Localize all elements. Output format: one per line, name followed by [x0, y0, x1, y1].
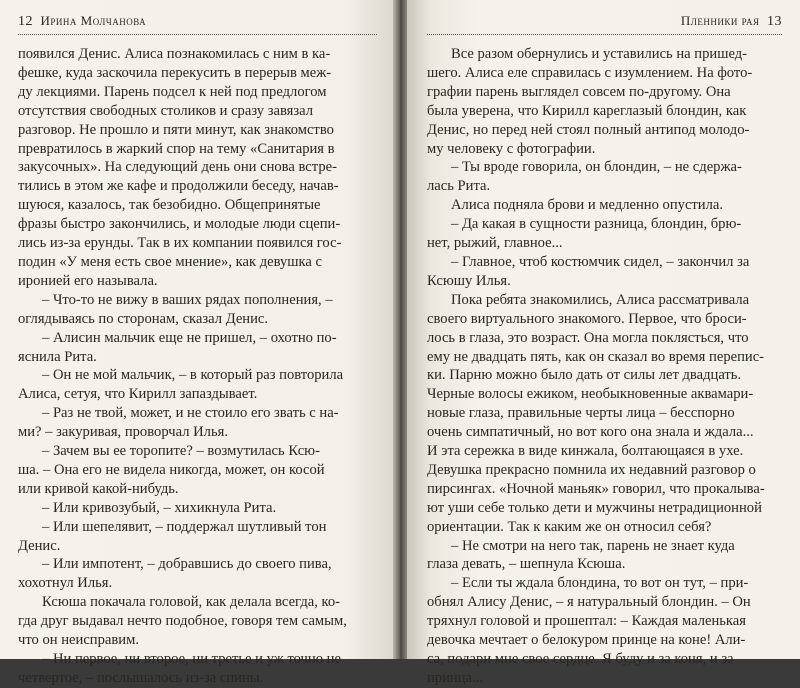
right-running-head: Пленники рая [680, 13, 760, 28]
text-line: – Или импотент, – добравшись до своего пива, [42, 556, 332, 573]
text-line: оглядываясь по сторонам, сказал Денис. [18, 310, 269, 327]
text-line: Девушка прекрасно помнила их недавний разговор о [427, 461, 756, 478]
text-line: ют уши себе только дети и мужчины нетрадиционной [427, 499, 762, 516]
left-page-text [18, 45, 377, 688]
text-line: превратилось в жаркий спор на тему «Санитария в [18, 140, 335, 157]
text-line: четвертое, – послышалось из-за спины. [18, 669, 264, 686]
text-line: появился Денис. Алиса познакомилась с ним в ка- [18, 46, 331, 62]
left-page-number: 12 [18, 14, 33, 29]
text-line: – Не смотри на него так, парень не знает куда [451, 537, 735, 554]
text-line: Алиса подняла брови и медленно опустила. [451, 197, 724, 214]
text-line: – Или шепелявит, – поддержал шутливый тон [42, 518, 327, 535]
right-page-header [427, 12, 782, 35]
text-line: лись из-за ерунды. Так в их компании появился гос- [18, 235, 342, 252]
text-line: ориентации. Так к каким же он относил себя? [427, 518, 712, 535]
book-gutter [393, 0, 407, 659]
text-line: яснила Рита. [18, 348, 97, 365]
text-line: глаза девать, – шепнула Ксюша. [427, 556, 626, 573]
text-line: тряхнул головой и прошептал: – Каждая маленькая [427, 613, 746, 630]
text-line: обнял Алису Денис, – я натуральный блондин. – Он [427, 594, 751, 611]
text-line: Ксюша покачала головой, как делала всегда, ко- [42, 594, 341, 611]
text-line: принца... [427, 669, 483, 686]
right-page-number: 13 [767, 14, 782, 29]
text-line: лось в глаза, это возраст. Она могла поклясться, что [427, 329, 749, 346]
text-line: иронией его называла. [18, 272, 158, 289]
text-line: – Или кривозубый, – хихикнула Рита. [42, 499, 277, 516]
text-line: подин «У меня есть свое мнение», как девушка с [18, 253, 323, 270]
text-line: И эта сережка в виде кинжала, болтающаяся в ухе. [427, 443, 744, 460]
text-line: лась Рита. [427, 178, 491, 195]
text-line: новые глаза, правильные черты лица – бесспорно [427, 405, 735, 422]
text-line: ми? – закуривая, проворчал Илья. [18, 424, 228, 441]
text-line: Черные волосы ежиком, необыкновенные аквамари- [427, 386, 754, 403]
text-line: Денис. [18, 537, 61, 554]
text-line: ду лекциями. Парень подсел к ней под предлогом [18, 83, 327, 100]
text-line: Ксюшу Илья. [427, 272, 511, 289]
text-line: закусочных». На следующий день они снова встре- [18, 159, 337, 176]
text-line: му человеку с фотографии. [427, 140, 596, 157]
text-line: разговор. Не прошло и пяти минут, как знакомство [18, 121, 334, 138]
text-line: – Что-то не вижу в ваших рядах пополнения, – [42, 291, 333, 308]
right-page [407, 0, 800, 686]
right-page-text [427, 45, 782, 688]
text-line: ему не двадцать пять, как он сказал во время перепис- [427, 348, 765, 365]
left-running-head: Ирина Молчанова [40, 13, 147, 28]
text-line: – Ни первое, ни второе, ни третье и уж точно не [42, 651, 341, 667]
text-line: была уверена, что Кирилл кареглазый блондин, как [427, 102, 747, 119]
text-line: что он неисправим. [18, 632, 139, 649]
text-line: шуюся, казалось, так безобидно. Общепринятые [18, 197, 321, 214]
text-line: пирсингах. «Ночной маньяк» говорил, что прокалыва- [427, 480, 765, 497]
text-line: гда друг выдавал нечто подобное, говоря тем самым, [18, 613, 347, 630]
text-line: Все разом обернулись и уставились на пришед- [451, 46, 748, 62]
text-line: отсутствия свободных столиков и сразу завязал [18, 102, 314, 119]
text-line: – Зачем вы ее торопите? – возмутилась Ксю- [42, 443, 320, 460]
text-line: – Если ты ждала блондина, то вот он тут, – при- [451, 575, 749, 592]
text-line: Алиса, сетуя, что Кирилл запаздывает. [18, 386, 258, 403]
left-page-header [18, 12, 377, 35]
text-line: – Он не мой мальчик, – в который раз повторила [42, 367, 344, 384]
text-line: очень симпатичный, но вот кого она знала и ждала... [427, 424, 754, 441]
text-line: фразы быстро закончились, и молодые люди сцепи- [18, 216, 341, 233]
text-line: хохотнул Илья. [18, 575, 113, 592]
text-line: шего. Алиса еле справилась с изумлением. На фото- [427, 64, 753, 81]
text-line: тились в этом же кафе и продолжили беседу, начав- [18, 178, 339, 195]
text-line: ки. Парню можно было дать от силы лет двадцать. [427, 367, 742, 384]
text-line: нет, рыжий, главное... [427, 235, 563, 252]
text-line: ша. – Она его не видела никогда, может, он косой [18, 461, 325, 478]
text-line: или кривой какой-нибудь. [18, 480, 179, 497]
text-line: – Главное, чтоб костюмчик сидел, – закончил за [451, 253, 750, 270]
text-line: – Да какая в сущности разница, блондин, брю- [451, 216, 742, 233]
text-line: – Алисин мальчик еще не пришел, – охотно по- [42, 329, 337, 346]
text-line: своего виртуального знакомого. Первое, что броси- [427, 310, 747, 327]
text-line: – Ты вроде говорила, он блондин, – не сдержа- [451, 159, 742, 176]
left-page [0, 0, 393, 686]
text-line: Пока ребята знакомились, Алиса рассматривала [451, 291, 750, 308]
text-line: девочка мечтает о белокуром принце на коне! Али- [427, 632, 746, 649]
text-line: Денис, но перед ней стоял полный антипод молодо- [427, 121, 750, 138]
left-page-header-content [18, 13, 146, 30]
text-line: са, подари мне свое сердце. Я буду и за коня, и за [427, 651, 734, 667]
text-line: графии парень выглядел совсем по-другому. Она [427, 83, 731, 100]
text-line: фешке, куда заскочила перекусить в перерыв меж- [18, 64, 332, 81]
right-page-header-content [681, 13, 782, 30]
text-line: – Раз не твой, может, и не стоило его звать с на- [42, 405, 339, 422]
